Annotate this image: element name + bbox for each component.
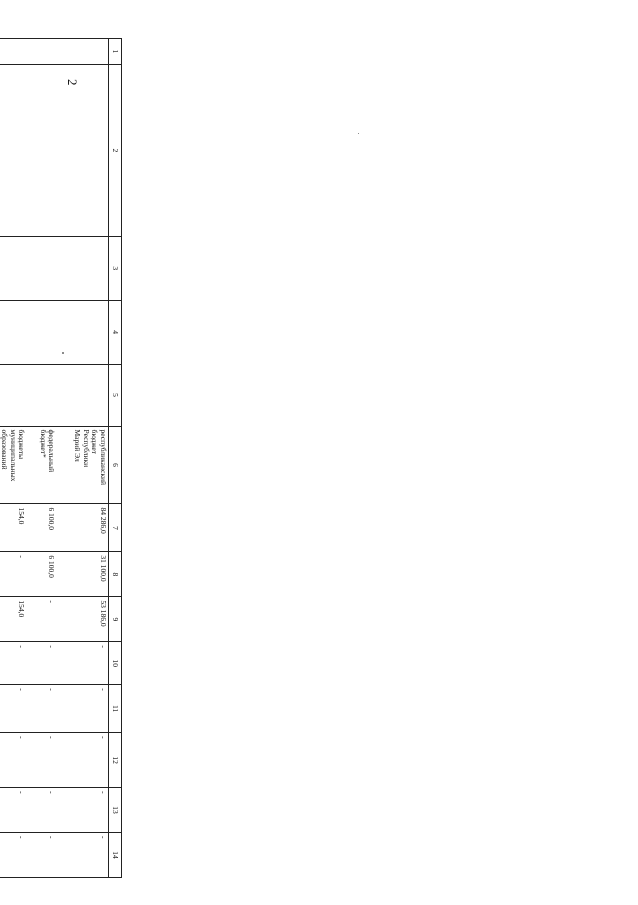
table-cell: [27, 64, 57, 236]
table-cell: [57, 300, 109, 364]
table-cell: [27, 236, 57, 300]
table-cell: 6 100,0: [27, 552, 57, 597]
col-header: 13: [109, 788, 122, 833]
table-cell: 154,0: [0, 597, 27, 642]
financing-table: [0, 38, 122, 878]
table-cell: [57, 64, 109, 236]
table-cell: республиканский бюджет Республики Марий Эл: [57, 426, 109, 504]
col-header: 14: [109, 832, 122, 877]
table-cell: -: [0, 685, 27, 733]
col-header: 4: [109, 300, 122, 364]
table-cell: -: [27, 597, 57, 642]
table-cell: [27, 300, 57, 364]
table-cell: -: [57, 788, 109, 833]
column-number-row: [109, 39, 122, 878]
table-cell: -: [27, 733, 57, 788]
col-header: 2: [109, 64, 122, 236]
table-row: [27, 39, 57, 878]
table-cell: 6 100,0: [27, 504, 57, 552]
col-header: 5: [109, 364, 122, 426]
table-cell: -: [57, 642, 109, 685]
table-cell: [0, 39, 27, 65]
table-cell: [27, 39, 57, 65]
table-cell: -: [0, 733, 27, 788]
table-cell: -: [27, 685, 57, 733]
table-cell: 53 186,0: [57, 597, 109, 642]
table-row: [0, 39, 27, 878]
col-header: 12: [109, 733, 122, 788]
table-cell: -: [57, 832, 109, 877]
table-cell: -: [0, 788, 27, 833]
page-number: 2: [65, 79, 80, 86]
table-cell: [0, 236, 27, 300]
table-cell: 154,0: [0, 504, 27, 552]
table-cell: 84 286,0: [57, 504, 109, 552]
table-row: [57, 39, 109, 878]
table-cell: -: [57, 733, 109, 788]
col-header: 9: [109, 597, 122, 642]
table-cell: -: [0, 642, 27, 685]
col-header: 1: [109, 39, 122, 65]
table-cell: -: [0, 552, 27, 597]
col-header: 3: [109, 236, 122, 300]
table-cell: [0, 300, 27, 364]
col-header: 6: [109, 426, 122, 504]
table-cell: -: [27, 832, 57, 877]
table-cell: -: [27, 642, 57, 685]
scan-artifact: [358, 133, 359, 134]
table-cell: [57, 39, 109, 65]
rotated-table-sheet: [0, 38, 122, 878]
table-cell: -: [27, 788, 57, 833]
col-header: 10: [109, 642, 122, 685]
col-header: 8: [109, 552, 122, 597]
table-cell: [0, 364, 27, 426]
table-cell: бюджеты муниципальных образований: [0, 426, 27, 504]
table-cell: [0, 64, 27, 236]
table-cell: -: [0, 832, 27, 877]
table-cell: [27, 364, 57, 426]
table-cell: [57, 364, 109, 426]
table-cell: 31 100,0: [57, 552, 109, 597]
col-header: 11: [109, 685, 122, 733]
table-cell: федеральный бюджет*: [27, 426, 57, 504]
col-header: 7: [109, 504, 122, 552]
table-cell: -: [57, 685, 109, 733]
table-cell: [57, 236, 109, 300]
